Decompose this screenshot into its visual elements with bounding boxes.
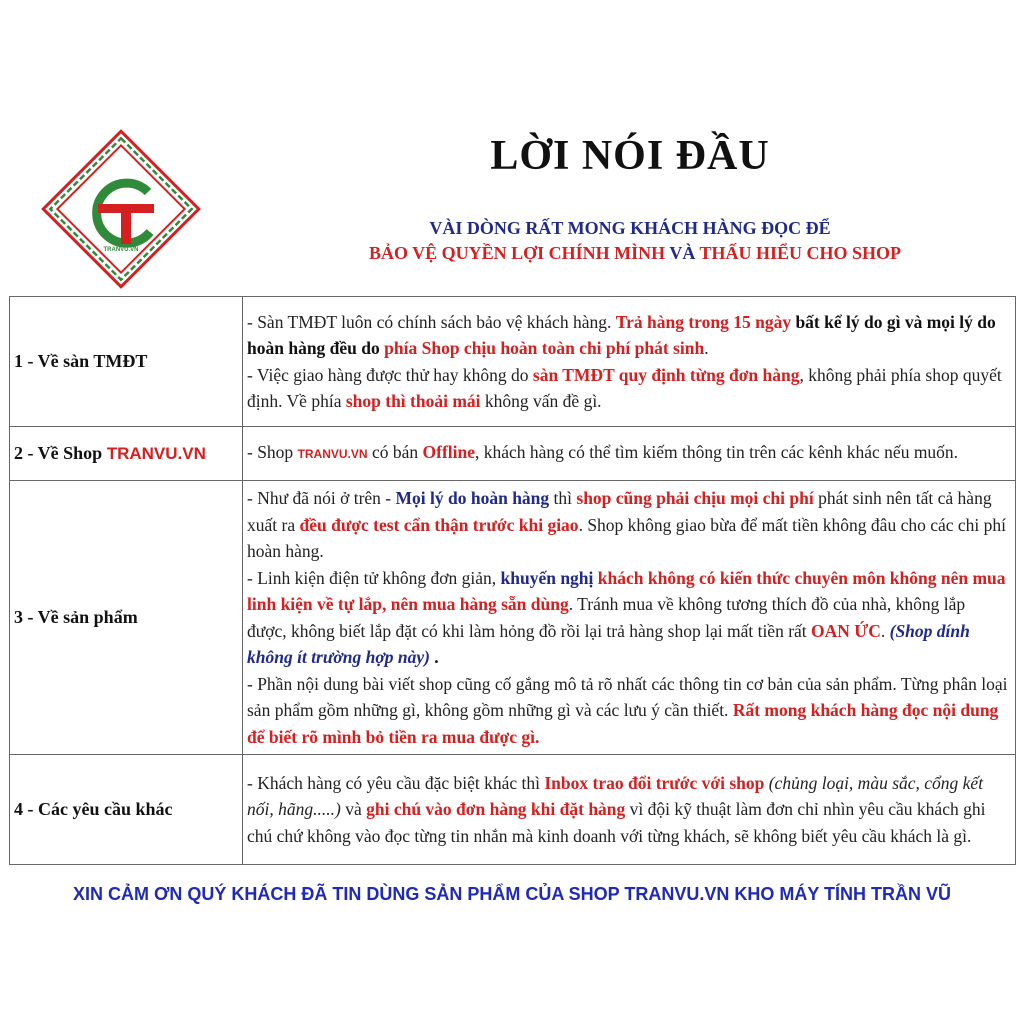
row-heading-san-tmdt: 1 - Về sàn TMĐT xyxy=(10,297,243,427)
text: , không phải phía shop quyết định. Về phía xyxy=(247,364,1002,411)
text: - Linh kiện điện tử không đơn giản, xyxy=(247,567,501,588)
text: - Shop xyxy=(247,442,298,463)
row-content-yeu-cau-khac xyxy=(243,755,1016,865)
highlight-text: đều được test cẩn thận trước khi giao xyxy=(299,514,579,535)
row-heading-san-pham: 3 - Về sản phẩm xyxy=(10,481,243,755)
table-row xyxy=(10,481,1016,755)
page-title: LỜI NÓI ĐẦU xyxy=(490,133,770,179)
text: - Phần nội dung bài viết shop cũng cố gắng mô tả rõ nhất các thông tin cơ bản của sản phẩm. Từng phân loại sản phẩm gồm những gì, không gồm những gì và các lưu ý cần thiết. xyxy=(247,673,1008,720)
highlight-text: khuyến nghị xyxy=(500,567,594,588)
text: không vấn đề gì. xyxy=(480,391,602,411)
table-row xyxy=(10,297,1016,427)
row-content-san-pham xyxy=(243,481,1016,755)
text: và xyxy=(340,799,367,820)
row-content-shop xyxy=(243,427,1016,481)
policy-table xyxy=(9,296,1016,865)
subtitle-line-2-part-b: VÀ xyxy=(665,243,700,263)
tranvu-logo xyxy=(40,128,202,290)
highlight-text: khách không có kiến thức chuyên môn không nên mua linh kiện về tự lắp, nên mua hàng sẵn dùng xyxy=(247,567,1006,614)
text: . Shop không giao bừa để mất tiền không đâu cho các chi phí hoàn hàng. xyxy=(247,514,1007,561)
highlight-text: Rất mong khách hàng đọc nội dung để biết rõ mình bỏ tiền ra mua được gì. xyxy=(247,700,999,747)
table-row xyxy=(10,755,1016,865)
text: phát sinh nên tất cả hàng xuất ra xyxy=(247,488,992,535)
highlight-text: sàn TMĐT quy định từng đơn hàng xyxy=(532,364,800,385)
text: - Như đã nói ở trên - xyxy=(247,488,396,508)
text: . xyxy=(704,338,709,358)
footer-thank-you: XIN CẢM ƠN QUÝ KHÁCH ĐÃ TIN DÙNG SẢN PHẨM CỦA SHOP TRANVU.VN KHO MÁY TÍNH TRẦN VŨ xyxy=(72,884,952,904)
text: có bán xyxy=(367,442,423,463)
highlight-text: Offline xyxy=(422,442,475,463)
subtitle-line-1: VÀI DÒNG RẤT MONG KHÁCH HÀNG ĐỌC ĐỂ xyxy=(429,218,831,238)
highlight-text: ghi chú vào đơn hàng khi đặt hàng xyxy=(366,799,626,820)
highlight-text: OAN ỨC xyxy=(811,620,881,641)
heading-text: 2 - Về Shop xyxy=(14,443,107,463)
text: - Sàn TMĐT luôn có chính sách bảo vệ khách hàng. xyxy=(247,311,616,332)
text: - Việc giao hàng được thử hay không do xyxy=(247,364,533,385)
highlight-text: phía Shop chịu hoàn toàn chi phí phát sinh xyxy=(384,338,705,358)
brand-name: TRANVU.VN xyxy=(297,447,368,462)
highlight-text: Inbox trao đổi trước với shop xyxy=(544,772,765,793)
table-row xyxy=(10,427,1016,481)
bold-text: bất kể lý do gì và mọi lý do hoàn hàng đều do xyxy=(247,311,996,358)
subtitle-line-2-part-a: BẢO VỆ QUYỀN LỢI CHÍNH MÌNH xyxy=(368,243,666,263)
text: , khách hàng có thể tìm kiếm thông tin trên các kênh khác nếu muốn. xyxy=(475,442,959,463)
row-content-san-tmdt xyxy=(243,297,1016,427)
text: vì đội kỹ thuật làm đơn chỉ nhìn yêu cầu khách ghi chú chứ không vào đọc từng tin nhắn mà kinh doanh với từng khách, sẽ không biết yêu cầu khách là gì. xyxy=(247,799,986,846)
logo-text: TRANVU.VN xyxy=(103,247,139,253)
row-heading-yeu-cau-khac: 4 - Các yêu cầu khác xyxy=(10,755,243,865)
text: . xyxy=(429,647,439,667)
highlight-text: shop cũng phải chịu mọi chi phí xyxy=(576,488,814,508)
highlight-text: Trả hàng trong 15 ngày xyxy=(615,311,792,332)
subtitle-line-2-part-c: THẤU HIỂU CHO SHOP xyxy=(699,243,902,263)
highlight-text: shop thì thoải mái xyxy=(345,391,481,411)
highlight-text: Mọi lý do hoàn hàng xyxy=(395,488,550,508)
text: . Tránh mua về không tương thích đồ của nhà, không lắp được, không biết lắp đặt có khi làm hỏng đồ rồi lại trả hàng shop lại mất tiền rất xyxy=(247,594,966,641)
brand-name: TRANVU.VN xyxy=(106,444,206,463)
text: . xyxy=(880,620,890,641)
subtitle-line-2 xyxy=(290,243,980,264)
row-heading-shop xyxy=(10,427,243,481)
text: thì xyxy=(549,488,577,508)
text: - Khách hàng có yêu cầu đặc biệt khác thì xyxy=(247,772,545,793)
highlight-text: (Shop dính không ít trường hợp này) xyxy=(247,620,970,667)
italic-text: (chủng loại, màu sắc, cổng kết nối, hãng.....) xyxy=(247,772,984,820)
